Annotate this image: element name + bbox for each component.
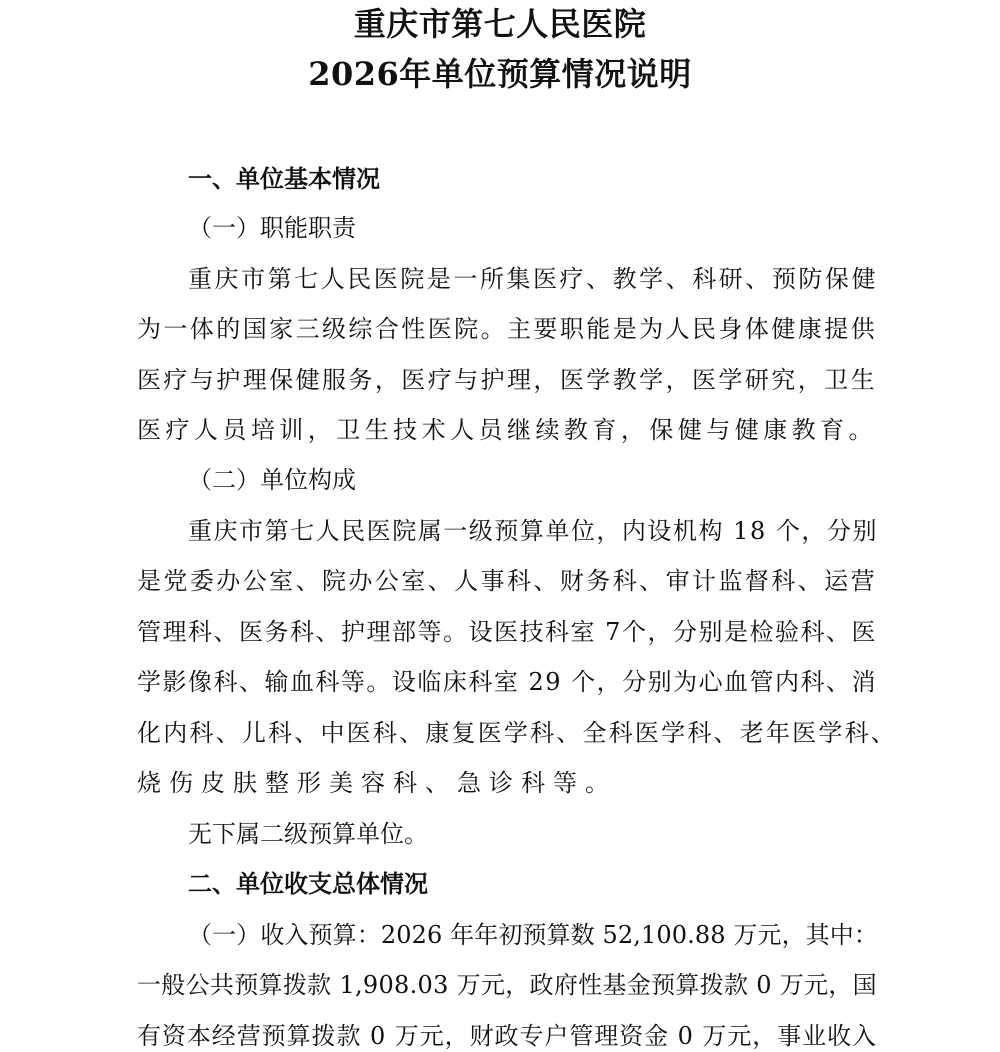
paragraph-line-text: 重庆市第七人民医院是一所集医疗、教学、科研、预防保健: [188, 265, 878, 293]
paragraph-line: 一般公共预算拨款 1,908.03 万元，政府性基金预算拨款 0 万元，国: [137, 971, 877, 999]
paragraph-line: [188, 263, 878, 295]
paragraph-line: 是党委办公室、院办公室、人事科、财务科、审计监督科、运营: [137, 567, 877, 595]
paragraph-line: （一）收入预算：2026 年年初预算数 52,100.88 万元，其中：: [188, 921, 878, 949]
paragraph-line: 管理科、医务科、护理部等。设医技科室 7个，分别是检验科、医: [137, 618, 877, 646]
section-heading-basic-info: 一、单位基本情况: [188, 165, 380, 193]
paragraph-line: 医疗人员培训，卫生技术人员继续教育，保健与健康教育。: [137, 416, 877, 444]
subsection-heading-functions: （一）职能职责: [188, 214, 356, 242]
document-title-line-1: 重庆市第七人民医院: [353, 5, 647, 43]
paragraph-line: 学影像科、输血科等。设临床科室 29 个，分别为心血管内科、消: [137, 668, 877, 696]
paragraph-line: 烧伤皮肤整形美容科、急诊科等。: [137, 769, 617, 797]
paragraph-line: 医疗与护理保健服务，医疗与护理，医学教学，医学研究，卫生: [137, 366, 877, 394]
paragraph-note: 无下属二级预算单位。: [188, 820, 428, 848]
subsection-heading-composition: （二）单位构成: [188, 466, 356, 494]
paragraph-line: 有资本经营预算拨款 0 万元，财政专户管理资金 0 万元，事业收入: [137, 1022, 877, 1050]
document-title-line-2: 2026年单位预算情况说明: [308, 55, 692, 93]
paragraph-line: 重庆市第七人民医院属一级预算单位，内设机构 18 个，分别: [188, 517, 878, 545]
paragraph-line: 化内科、儿科、中医科、康复医学科、全科医学科、老年医学科、: [137, 719, 897, 747]
paragraph-line: 为一体的国家三级综合性医院。主要职能是为人民身体健康提供: [137, 315, 877, 343]
section-heading-budget-overview: 二、单位收支总体情况: [188, 870, 428, 898]
